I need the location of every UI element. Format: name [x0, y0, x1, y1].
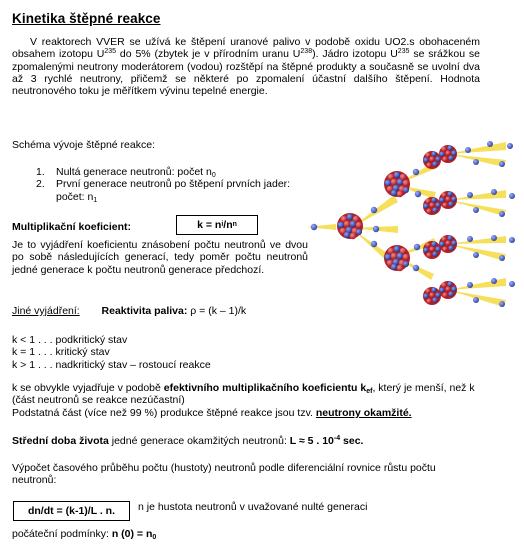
page-title: Kinetika štěpné reakce [12, 11, 161, 26]
initial-conditions: počáteční podmínky: n $(0) = n_0$ [12, 528, 157, 541]
list-item: k = 1 . . . kritický stav [12, 346, 110, 359]
calc-text: Výpočet časového průběhu počtu (hustoty) neutronů podle diferenciální rovnice růstu počtu neutronů: [12, 462, 436, 487]
equation-box: dn/dt = (k-1)/L . n. [13, 501, 130, 521]
list-item: k < 1 . . . podkritický stav [12, 334, 128, 346]
list-item: 1. Nultá generace neutronů: počet $n_0$ [36, 166, 216, 179]
lifetime-line: Střední doba života jedné generace okamžitých neutronů: L ≈ 5 . $10^{-4}$ sec. [12, 435, 364, 447]
mult-formula-box: k = n i /n n [176, 215, 258, 235]
mult-label: Multiplikační koeficient: [12, 221, 132, 233]
list-item: k > 1 . . . nadkritický stav – rostoucí reakce [12, 358, 211, 371]
equation-note: n je hustota neutronů v uvažované nulté generaci [138, 501, 368, 513]
fission-chain-diagram [306, 140, 524, 320]
mult-description: Je to vyjádření koeficientu znásobení počtu neutronů ve dvou po sobě následujících generací, tedy poměr počtu neutronů jedné generace k počtu neutronů generace předchozí. [12, 239, 308, 276]
intro-paragraph: V reaktorech VVER se užívá ke štěpení uranové palivo v podobě oxidu UO2.s obohaceném obsahem izotopu $U^{235}$ do 5% (zbytek je v přírodním uranu $U^{238}$). Jádro izotopu $U^{235}$ se srážkou se zpomalenými neutrony moderátorem (vodou) rozštěpí na štěpné produkty a současně se uvolní dva až 3 rychlé neutrony, přičemž se některé po zpomalení účastní dalšího štěpení. Hodnota neutronového toku je měřítkem vývinu tepelné energie. [12, 36, 480, 98]
list-item: 2. První generace neutronů po štěpení prvních jader: počet: $n_1$ [36, 178, 291, 204]
eff-paragraph: k se obvykle vyjadřuje v podobě efektivního multiplikačního koeficientu $k_{ef}$, který je menší, než k (část neutronů se reakce nezúčastní) Podstatná část (více než 99 %) produkce štěpné reakce jsou tzv. neutrony okamžité. [12, 382, 475, 419]
scheme-heading: Schéma vývoje štěpné reakce: [12, 139, 155, 151]
radiation-rays [306, 142, 506, 307]
state-list [12, 334, 211, 371]
nuclei [337, 145, 457, 305]
alt-expression: Jiné vyjádření: Reaktivita paliva: ρ = (k – 1)/k [12, 305, 247, 317]
scheme-list [36, 166, 316, 203]
